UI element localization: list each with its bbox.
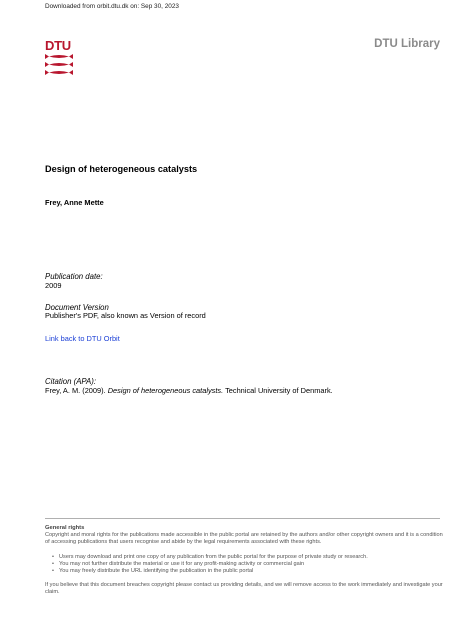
document-version-label: Document Version xyxy=(45,303,109,312)
dtu-library-brand: DTU Library xyxy=(374,38,440,50)
document-title: Design of heterogeneous catalysts xyxy=(45,164,198,174)
general-rights-heading: General rights xyxy=(45,525,85,531)
rights-list xyxy=(52,554,442,575)
document-version-value: Publisher's PDF, also known as Version of record xyxy=(45,311,206,320)
download-note: Downloaded from orbit.dtu.dk on: Sep 30, 2023 xyxy=(45,3,179,10)
publication-date-value: 2009 xyxy=(45,281,62,290)
rights-paragraph: Copyright and moral rights for the publications made accessible in the public portal are retained by the authors and/or other copyright owners and it is a condition of accessing publications that users recognise and abide by the legal requirements associated with these rights. xyxy=(45,532,443,545)
logo-text: DTU xyxy=(45,38,71,53)
citation-title: Design of heterogeneous catalysts. xyxy=(107,386,224,395)
rights-list-item: • Users may download and print one copy of any publication from the public portal for the purpose of private study or research. xyxy=(52,554,442,561)
rights-divider xyxy=(45,518,440,519)
citation-text xyxy=(45,386,333,395)
rights-list-item: • You may freely distribute the URL identifying the publication in the public portal xyxy=(52,568,442,575)
dtu-orbit-link[interactable]: Link back to DTU Orbit xyxy=(45,334,120,343)
citation-suffix: Technical University of Denmark. xyxy=(223,386,333,395)
citation-label: Citation (APA): xyxy=(45,377,96,386)
citation-prefix: Frey, A. M. (2009). xyxy=(45,386,108,395)
publication-date-label: Publication date: xyxy=(45,272,103,281)
takedown-paragraph: If you believe that this document breaches copyright please contact us providing details, and we will remove access to the work immediately and investigate your claim. xyxy=(45,582,443,595)
author-name: Frey, Anne Mette xyxy=(45,198,104,207)
rights-list-item: • You may not further distribute the material or use it for any profit-making activity or commercial gain xyxy=(52,561,442,568)
dtu-logo xyxy=(45,39,75,79)
dtu-logo-mark-icon xyxy=(45,54,73,79)
